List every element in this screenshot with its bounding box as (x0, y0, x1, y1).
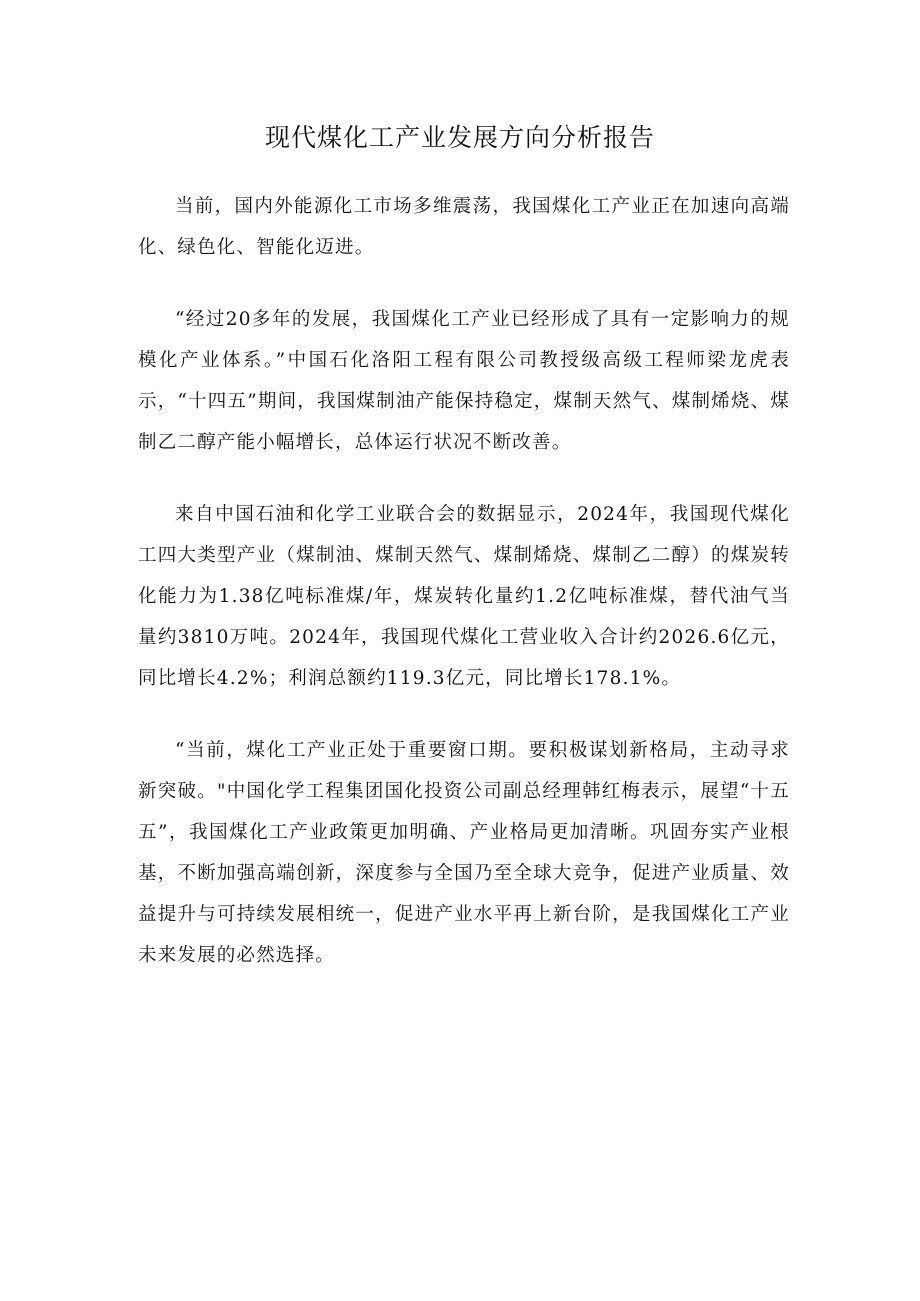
paragraph-intro: 当前，国内外能源化工市场多维震荡，我国煤化工产业正在加速向高端化、绿色化、智能化迈进。 (138, 196, 790, 258)
document-body (138, 186, 790, 1007)
paragraph-industry-data: 来自中国石油和化学工业联合会的数据显示，2024年，我国现代煤化工四大类型产业（煤制油、煤制天然气、煤制烯烧、煤制乙二醇）的煤炭转化能力为1.38亿吨标准煤/年，煤炭转化量约1.2亿吨标准煤，替代油气当量约3810万吨。2024年，我国现代煤化工营业收入合计约2026.6亿元，同比增长4.2%；利润总额约119.3亿元，同比增长178.1%。 (138, 504, 790, 689)
document-title: 现代煤化工产业发展方向分析报告 (264, 123, 655, 152)
paragraph-han-quote: “当前，煤化工产业正处于重要窗口期。要积极谋划新格局，主动寻求新突破。"中国化学工程集团国化投资公司副总经理韩红梅表示，展望“十五五”，我国煤化工产业政策更加明确、产业格局更加清晰。巩固夯实产业根基，不断加强高端创新，深度参与全国乃至全球大竞争，促进产业质量、效益提升与可持续发展相统一，促进产业水平再上新台阶，是我国煤化工产业未来发展的必然选择。 (138, 740, 790, 966)
paragraph-liang-quote: “经过20多年的发展，我国煤化工产业已经形成了具有一定影响力的规模化产业体系。”中国石化洛阳工程有限公司教授级高级工程师梁龙虎表示，“十四五”期间，我国煤制油产能保持稳定，煤制天然气、煤制烯烧、煤制乙二醇产能小幅增长，总体运行状况不断改善。 (138, 309, 790, 453)
